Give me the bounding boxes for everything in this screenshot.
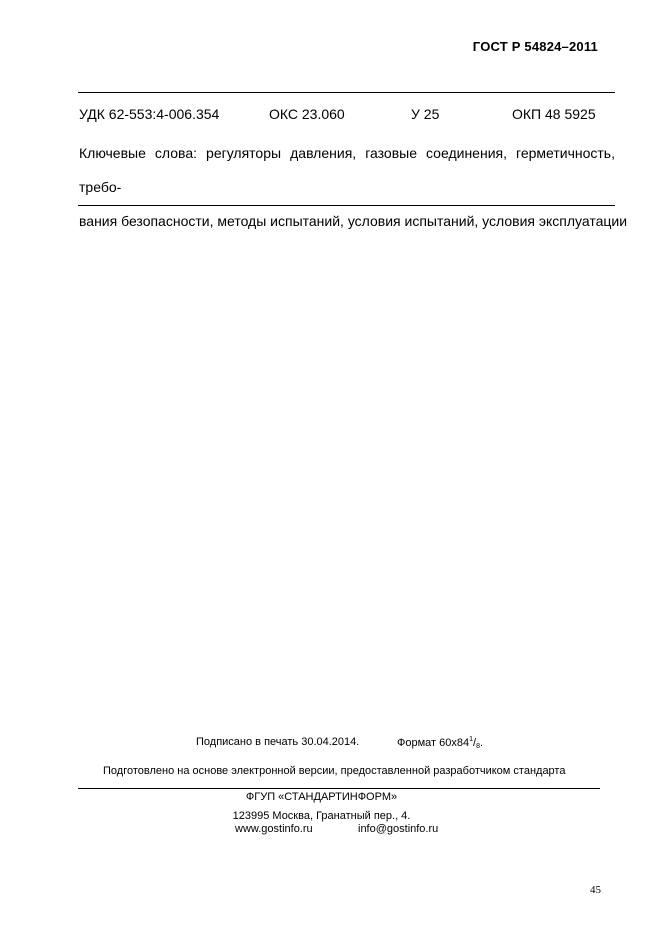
- oks-code: ОКС 23.060: [269, 106, 345, 122]
- keywords-line-2: вания безопасности, методы испытаний, условия испытаний, условия эксплуатации: [79, 213, 628, 229]
- format-prefix: Формат 60х84: [397, 737, 470, 749]
- publisher-address: [0, 810, 661, 822]
- udk-code: УДК 62-553:4-006.354: [79, 106, 220, 122]
- top-divider: [78, 92, 615, 93]
- keywords-block: [79, 136, 628, 238]
- keywords-divider: [78, 205, 615, 206]
- format-suffix: .: [479, 737, 484, 749]
- imprint-divider: [78, 788, 600, 789]
- keywords-line-1: Ключевые слова: регуляторы давления, газовые соединения, герметичность, требо-: [79, 145, 615, 195]
- website-link[interactable]: www.gostinfo.ru: [235, 823, 313, 835]
- format-numerator: 1: [469, 736, 474, 743]
- prepared-note: Подготовлено на основе электронной версии, предоставленной разработчиком стандарта: [103, 765, 566, 777]
- document-code: ГОСТ Р 54824–2011: [472, 39, 598, 54]
- u-code: У 25: [411, 106, 440, 122]
- email-link[interactable]: info@gostinfo.ru: [358, 823, 439, 835]
- format-denominator: 8: [476, 743, 480, 750]
- okp-code: ОКП 48 5925: [512, 106, 596, 122]
- publisher-label: ФГУП «СТАНДАРТИНФОРМ»: [245, 791, 398, 803]
- page-number: 45: [590, 884, 601, 896]
- paper-format: Формат $60х84^1/_8$.: [397, 736, 484, 750]
- publisher-name: [0, 791, 661, 803]
- address-label: 123995 Москва, Гранатный пер., 4.: [232, 810, 411, 822]
- signed-to-print: Подписано в печать 30.04.2014.: [196, 736, 360, 748]
